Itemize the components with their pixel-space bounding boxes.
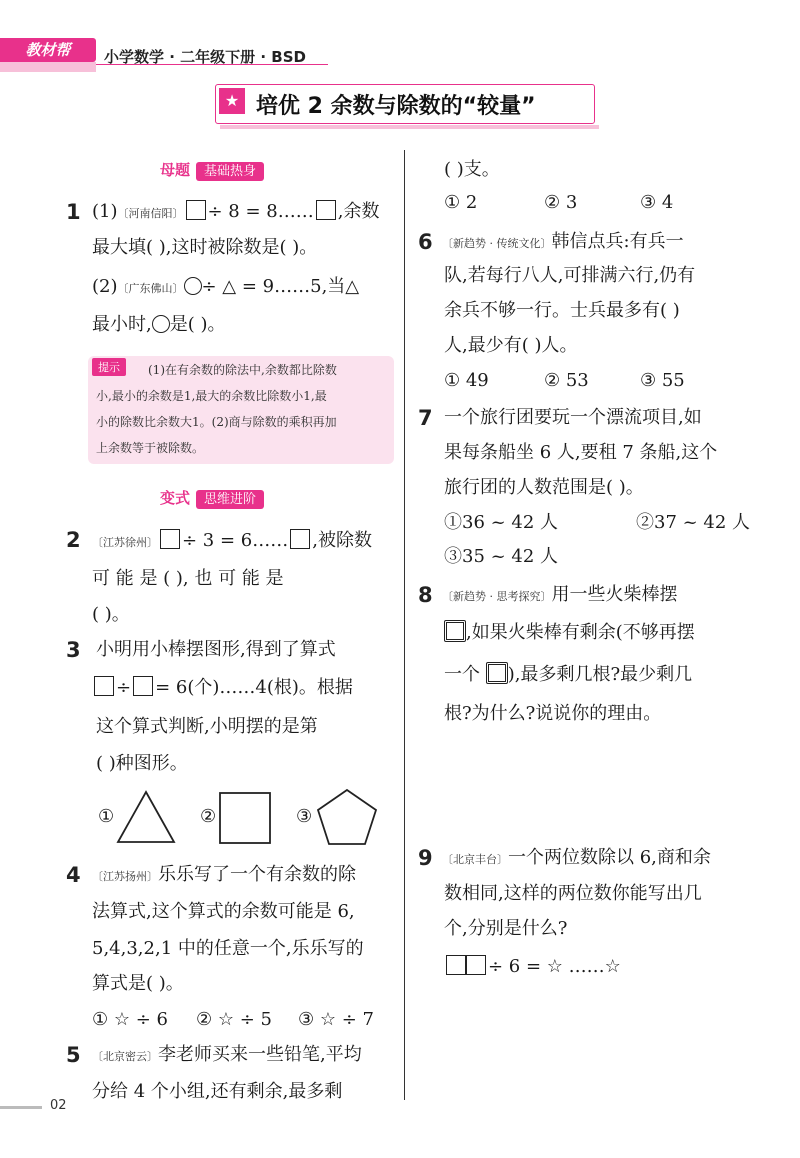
q4-line1: 〔江苏扬州〕乐乐写了一个有余数的除 (92, 864, 356, 885)
q4-option: ① ☆ ÷ 6 (92, 1009, 168, 1030)
section-tag-bianshi (160, 486, 264, 510)
q4-option: ③ ☆ ÷ 7 (298, 1009, 374, 1030)
section-label: 基础热身 (196, 162, 264, 181)
q6-option: ① 49 (444, 370, 489, 391)
triangle-shape (116, 790, 176, 844)
brand-underline (0, 62, 96, 72)
q6-option: ③ 55 (640, 370, 685, 391)
book-title: 小学数学 · 二年级下册 · BSD (104, 48, 306, 66)
q6-option: ② 53 (544, 370, 589, 391)
lesson-title: 培优 2 余数与除数的“较量” (256, 94, 536, 119)
q5-option: ② 3 (544, 192, 578, 213)
q7-line1: 一个旅行团要玩一个漂流项目,如 (444, 407, 702, 428)
star-icon: ★ (219, 88, 245, 114)
q6-line4: 人,最少有( )人。 (444, 335, 578, 356)
section-tag-muti (160, 158, 264, 182)
question-number: 2 (66, 528, 81, 552)
q8-line1: 〔新趋势 · 思考探究〕用一些火柴棒摆 (442, 584, 678, 605)
q1-line1: (1)〔河南信阳〕 ÷ 8 = 8…… ,余数 (92, 201, 380, 222)
answer-box[interactable] (186, 200, 206, 220)
question-number: 9 (418, 846, 433, 870)
matchstick-square-icon (444, 620, 466, 642)
tip-label: 提示 (92, 358, 126, 376)
q2-line2: 可 能 是 ( ), 也 可 能 是 (92, 568, 284, 589)
header-rule (96, 64, 328, 65)
q5-option: ③ 4 (640, 192, 674, 213)
q9-line3: 个,分别是什么? (444, 918, 568, 939)
q3-line4: ( )种图形。 (96, 753, 188, 774)
circle-symbol (184, 277, 202, 295)
q7-line3: 旅行团的人数范围是( )。 (444, 477, 644, 498)
q3-line2: ÷ = 6(个)……4(根)。根据 (92, 671, 353, 705)
option-marker: ① (98, 806, 115, 827)
q3-line1: 小明用小棒摆图形,得到了算式 (96, 639, 336, 660)
q5-line2: 分给 4 个小组,还有剩余,最多剩 (92, 1081, 343, 1102)
q9-line2: 数相同,这样的两位数你能写出几 (444, 883, 702, 904)
brand-badge: 教材帮 (0, 38, 96, 62)
pentagon-shape (316, 788, 378, 846)
circle-symbol (152, 315, 170, 333)
q7-line2: 果每条船坐 6 人,要租 7 条船,这个 (444, 442, 718, 463)
question-number: 7 (418, 406, 433, 430)
q9-line1: 〔北京丰台〕一个两位数除以 6,商和余 (442, 847, 711, 868)
q6-line2: 队,若每行八人,可排满六行,仍有 (444, 265, 696, 286)
q9-line4: ÷ 6 = ☆ ……☆ (444, 950, 621, 984)
tip-line: 上余数等于被除数。 (96, 441, 205, 455)
option-marker: ② (200, 806, 217, 827)
answer-box[interactable] (466, 955, 486, 975)
page-number-rule (0, 1106, 42, 1109)
tip-line: (1)在有余数的除法中,余数都比除数 (148, 363, 337, 377)
question-number: 5 (66, 1043, 81, 1067)
q4-line4: 算式是( )。 (92, 973, 184, 994)
question-number: 1 (66, 200, 81, 224)
answer-box[interactable] (94, 676, 114, 696)
tip-line: 小的除数比余数大1。(2)商与除数的乘积再加 (96, 415, 337, 429)
question-number: 6 (418, 230, 433, 254)
matchstick-square-icon (486, 662, 508, 684)
section-key: 母题 (160, 161, 191, 179)
option-marker: ③ (296, 806, 313, 827)
column-divider (404, 150, 405, 1100)
q2-line1: 〔江苏徐州〕 ÷ 3 = 6…… ,被除数 (92, 530, 372, 551)
q1-line4: 最小时, 是( )。 (92, 314, 226, 335)
q7-option: ①36 ~ 42 人 (444, 512, 559, 533)
answer-box[interactable] (160, 529, 180, 549)
q4-line3: 5,4,3,2,1 中的任意一个,乐乐写的 (92, 938, 364, 959)
q3-line3: 这个算式判断,小明摆的是第 (96, 716, 318, 737)
answer-box[interactable] (133, 676, 153, 696)
q6-line1: 〔新趋势 · 传统文化〕韩信点兵:有兵一 (442, 231, 684, 252)
question-number: 8 (418, 583, 433, 607)
q7-option: ②37 ~ 42 人 (636, 512, 751, 533)
page-number: 02 (50, 1098, 67, 1113)
q1-line2: 最大填( ),这时被除数是( )。 (92, 237, 318, 258)
answer-box[interactable] (446, 955, 466, 975)
section-key: 变式 (160, 489, 191, 507)
question-number: 4 (66, 863, 81, 887)
q4-option: ② ☆ ÷ 5 (196, 1009, 272, 1030)
q5-option: ① 2 (444, 192, 478, 213)
question-number: 3 (66, 638, 81, 662)
square-shape (219, 792, 271, 844)
q8-line3: 一个 ),最多剩几根?最少剩几 (444, 664, 693, 685)
q2-line3: ( )。 (92, 604, 130, 625)
q7-option: ③35 ~ 42 人 (444, 546, 559, 567)
answer-box[interactable] (290, 529, 310, 549)
q6-line3: 余兵不够一行。士兵最多有( ) (444, 300, 680, 321)
q8-line4: 根?为什么?说说你的理由。 (444, 703, 662, 724)
q4-line2: 法算式,这个算式的余数可能是 6, (92, 901, 355, 922)
section-label: 思维进阶 (196, 490, 264, 509)
answer-box[interactable] (316, 200, 336, 220)
q1-line3: (2)〔广东佛山〕 ÷ △ = 9……5,当△ (92, 276, 360, 297)
q5-line3: ( )支。 (444, 159, 500, 180)
tip-line: 小,最小的余数是1,最大的余数比除数小1,最 (96, 389, 327, 403)
q5-line1: 〔北京密云〕李老师买来一些铅笔,平均 (92, 1044, 362, 1065)
q8-line2: ,如果火柴棒有剩余(不够再摆 (444, 616, 695, 650)
